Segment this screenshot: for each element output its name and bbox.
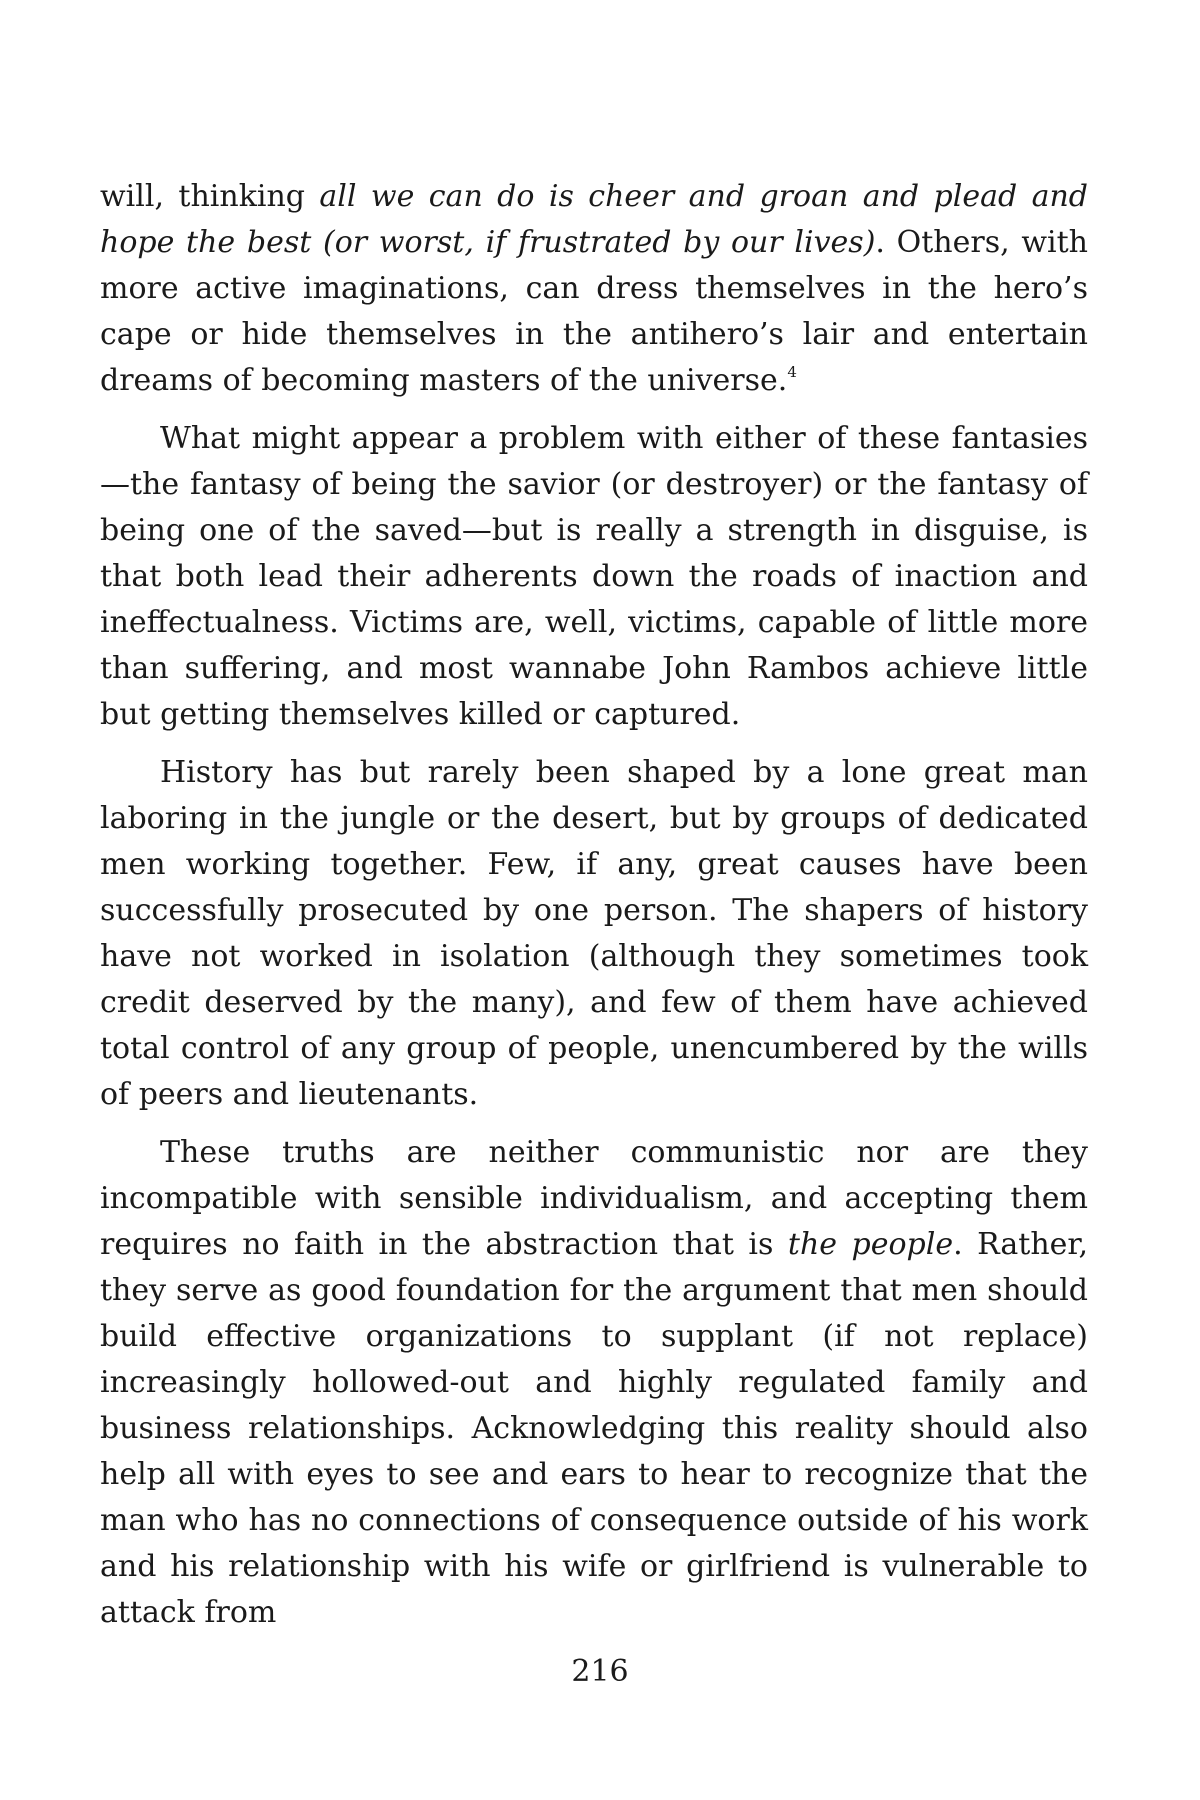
body-text: [100, 174, 1088, 1648]
paragraph: [100, 750, 1088, 1118]
paragraph: [100, 416, 1088, 738]
paragraph: [100, 174, 1088, 404]
italic-text: the people: [787, 1227, 954, 1262]
text-segment: These truths are neither communistic nor are they incompatible with sensible individualism, and accepting them requires no faith in the abstraction that is: [100, 1135, 1088, 1262]
italic-text: all we can do is cheer and groan and plead and hope the best (or worst, if frustrated by our lives): [100, 179, 1088, 260]
text-segment: History has but rarely been shaped by a lone great man laboring in the jungle or the desert, but by groups of dedicated men working together. Few, if any, great causes have been successfully prosecuted by one person. The shapers of history have not worked in isolation (although they sometimes took credit deserved by the many), and few of them have achieved total control of any group of people, unencumbered by the wills of peers and lieutenants.: [100, 755, 1088, 1112]
text-segment: . Rather, they serve as good foundation for the argument that men should build effective organizations to supplant (if not replace) increasingly hollowed-out and highly regulated family and business relationships. Acknowledging this reality should also help all with eyes to see and ears to hear to recognize that the man who has no connections of consequence outside of his work and his relationship with his wife or girlfriend is vulnerable to attack from: [100, 1227, 1089, 1630]
text-segment: . Others, with more active imaginations, can dress themselves in the hero’s cape or hide themselves in the antihero’s lair and entertain dreams of becoming masters of the universe.: [100, 225, 1088, 398]
page-number: 216: [571, 1654, 629, 1689]
footnote-marker: 4: [787, 363, 797, 381]
text-segment: will, thinking: [100, 179, 320, 214]
text-segment: What might appear a problem with either of these fantasies—the fantasy of being the savior (or destroyer) or the fantasy of being one of the saved—but is really a strength in disguise, is that both lead their adherents down the roads of inaction and ineffectualness. Victims are, well, victims, capable of little more than suffering, and most wannabe John Rambos achieve little but getting themselves killed or captured.: [100, 421, 1088, 732]
paragraph: [100, 1130, 1088, 1636]
